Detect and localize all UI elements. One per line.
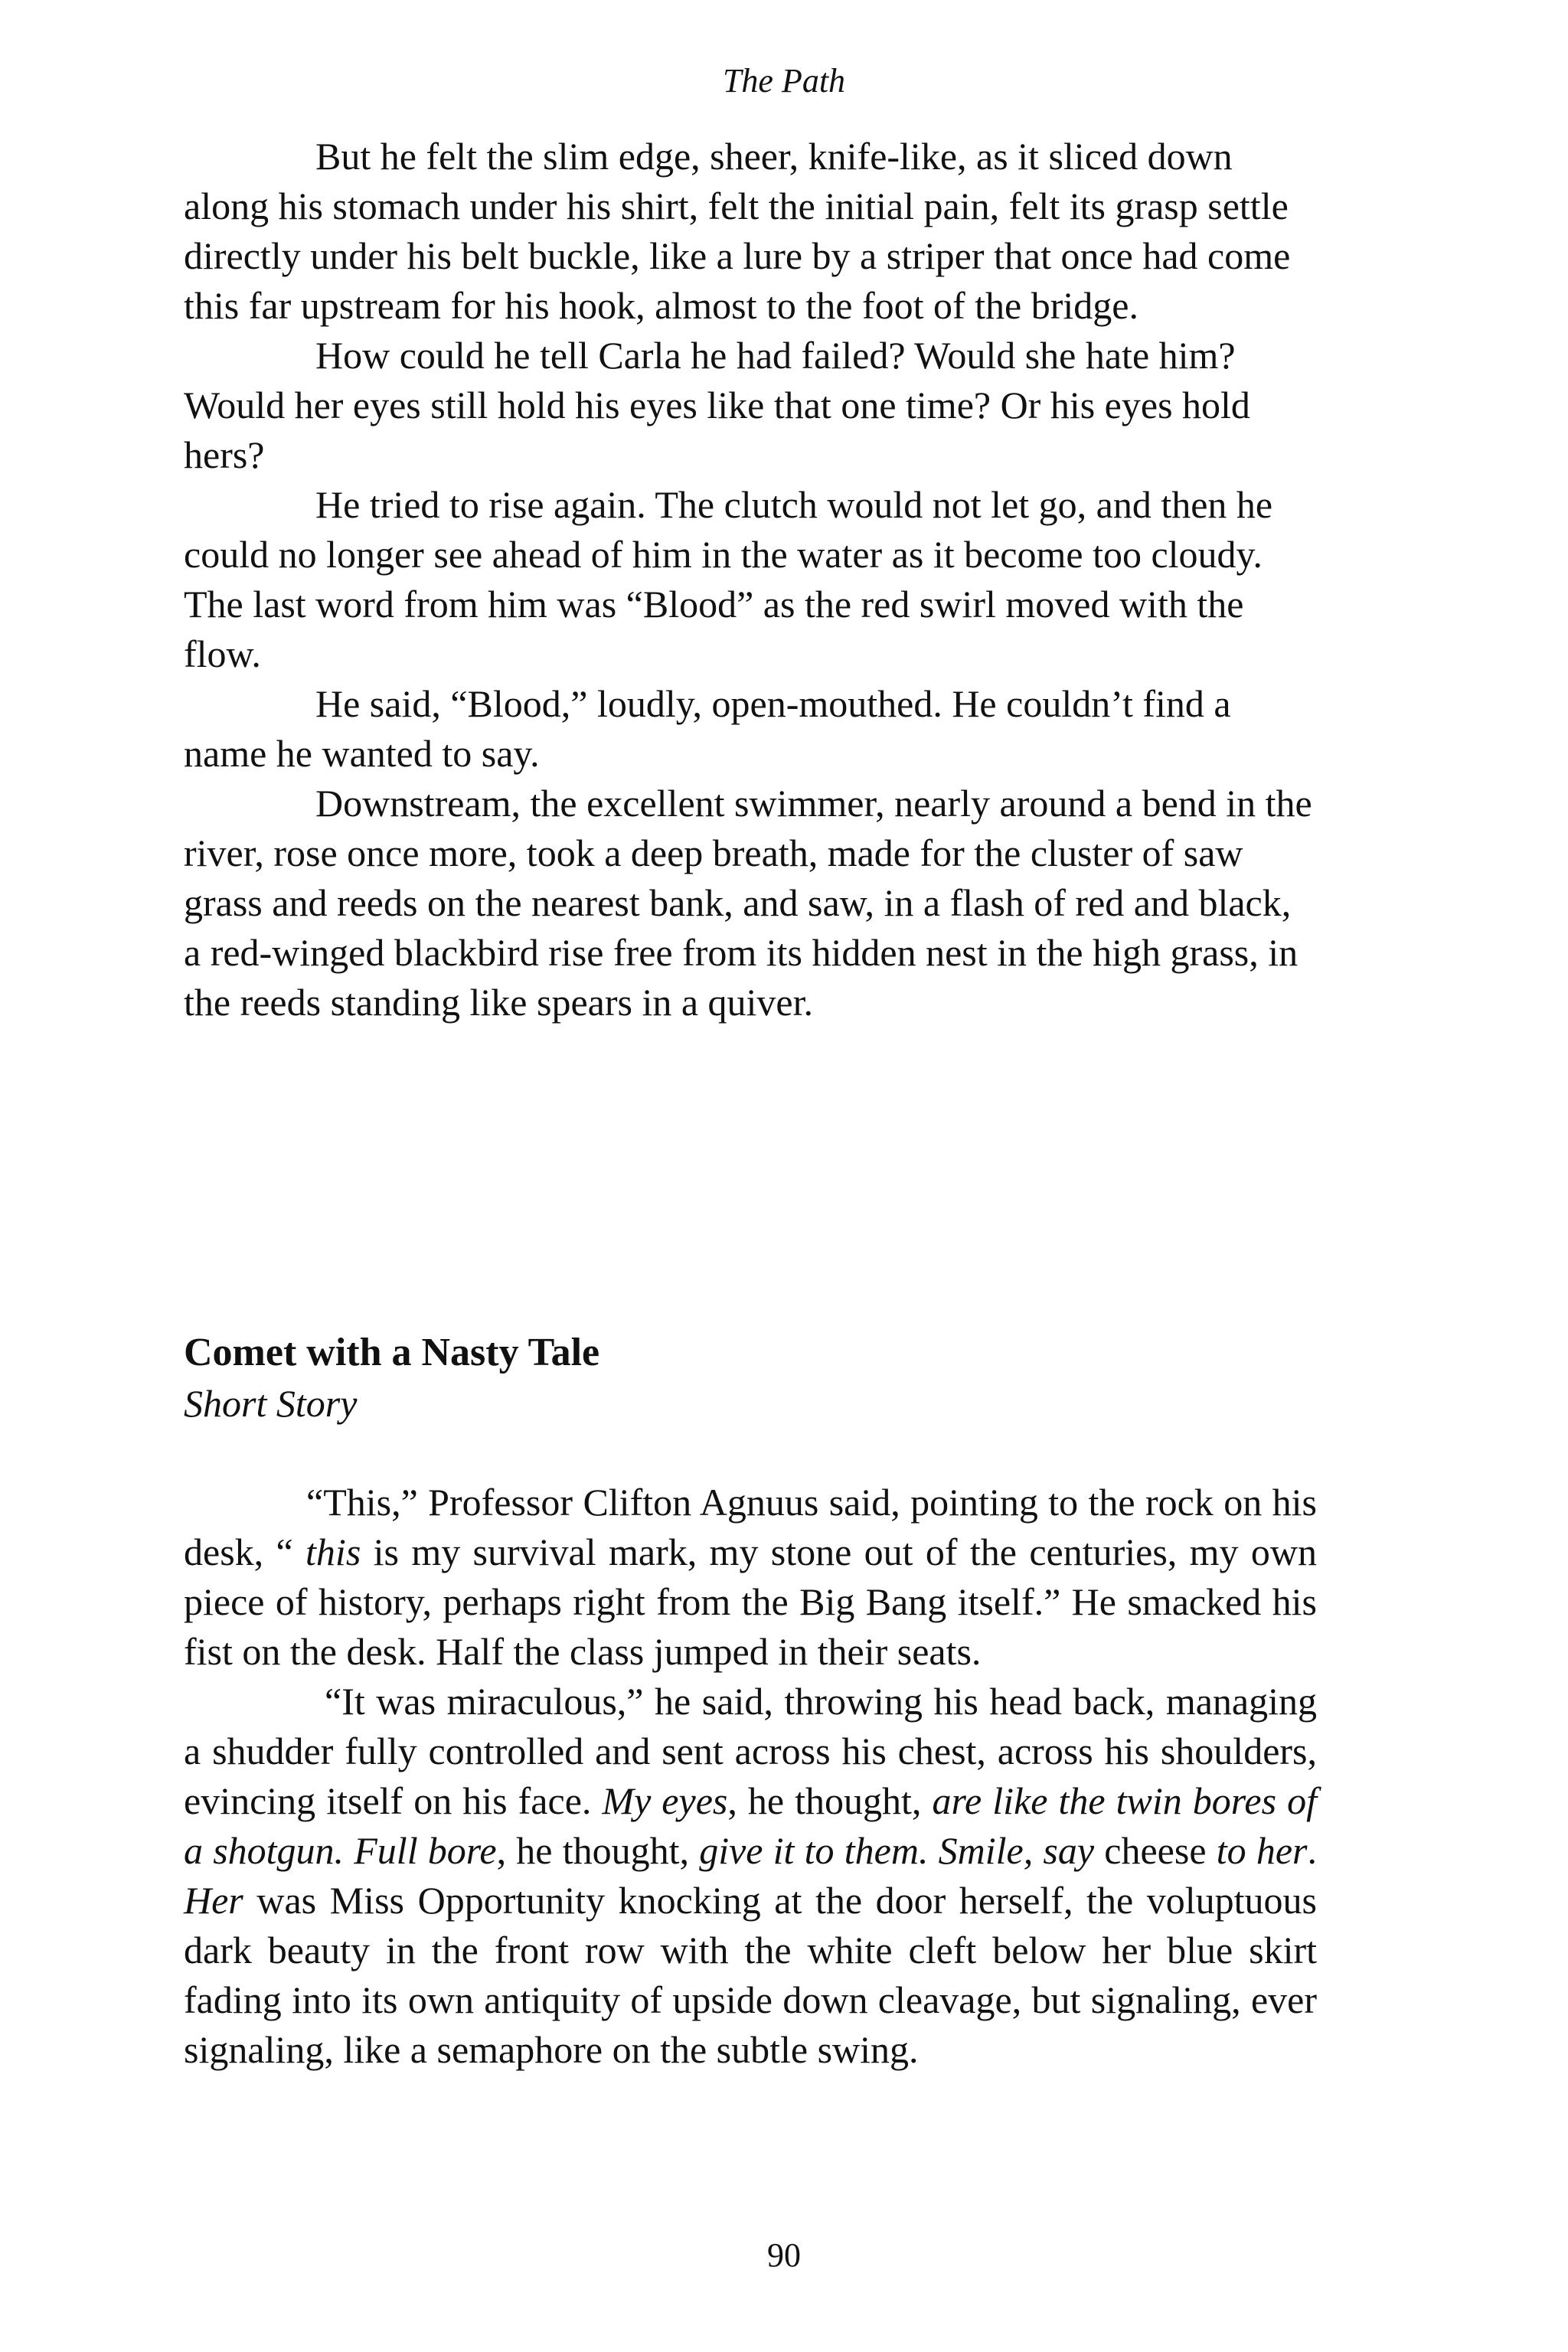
italic-text-run: this — [305, 1530, 361, 1573]
paragraph — [184, 1478, 1317, 1677]
story-ending-text — [184, 132, 1317, 1027]
text-run: , he thought, — [727, 1779, 933, 1822]
paragraph: He tried to rise again. The clutch would not let go, and then he could no longer see ahead of him in the water as it become too cloudy. The last word from him was “Blood” as the red swirl moved with the flow. — [184, 483, 1273, 675]
italic-text-run: Her — [184, 1879, 243, 1922]
story-subtitle: Short Story — [184, 1382, 358, 1425]
text-run: “This,” Professor Clifton Agnuus said, pointing to the rock on his desk, “ — [184, 1481, 1317, 1573]
text-run: is my survival mark, my stone out of the centuries, my own piece of history, perhaps right from the Big Bang itself.” He smacked his fist on the desk. Half the class jumped in their seats. — [184, 1530, 1317, 1673]
story-title: Comet with a Nasty Tale — [184, 1331, 600, 1374]
text-run: . — [1307, 1829, 1317, 1872]
text-run: cheese — [1094, 1829, 1217, 1872]
running-head: The Path — [722, 62, 846, 100]
paragraph: But he felt the slim edge, sheer, knife-like, as it sliced down along his stomach under his shirt, felt the initial pain, felt its grasp settle directly under his belt buckle, like a lure by a striper that once had come this far upstream for his hook, almost to the foot of the bridge. — [184, 135, 1291, 327]
italic-text-run: are like the twin bores of a shotgun. Full bore — [184, 1779, 1317, 1872]
italic-text-run: My eyes — [602, 1779, 728, 1822]
story-opening-text — [184, 1478, 1317, 2075]
paragraph: He said, “Blood,” loudly, open-mouthed. He couldn’t find a name he wanted to say. — [184, 682, 1231, 775]
paragraph: How could he tell Carla he had failed? Would she hate him? Would her eyes still hold his eyes like that one time? Or his eyes hold hers? — [184, 334, 1250, 476]
paragraph: Downstream, the excellent swimmer, nearly around a bend in the river, rose once more, took a deep breath, made for the cluster of saw grass and reeds on the nearest bank, and saw, in a flash of red and black, a red-winged blackbird rise free from its hidden nest in the high grass, in the reeds standing like spears in a quiver. — [184, 782, 1312, 1024]
story-heading — [184, 1328, 1317, 1429]
paragraph — [184, 1677, 1317, 2075]
italic-text-run: to her — [1216, 1829, 1308, 1872]
text-run: was Miss Opportunity knocking at the door herself, the voluptuous dark beauty in the front row with the white cleft below her blue skirt fading into its own antiquity of upside down cleavage, but signaling, ever signaling, like a semaphore on the subtle swing. — [184, 1879, 1317, 2071]
text-run: “It was miraculous,” he said, throwing his head back, managing a shudder fully controlled and sent across his chest, across his shoulders, evincing itself on his face. — [184, 1680, 1317, 1822]
italic-text-run: give it to them. Smile, say — [699, 1829, 1095, 1872]
text-run: , he thought, — [496, 1829, 700, 1872]
page-number: 90 — [767, 2236, 801, 2274]
